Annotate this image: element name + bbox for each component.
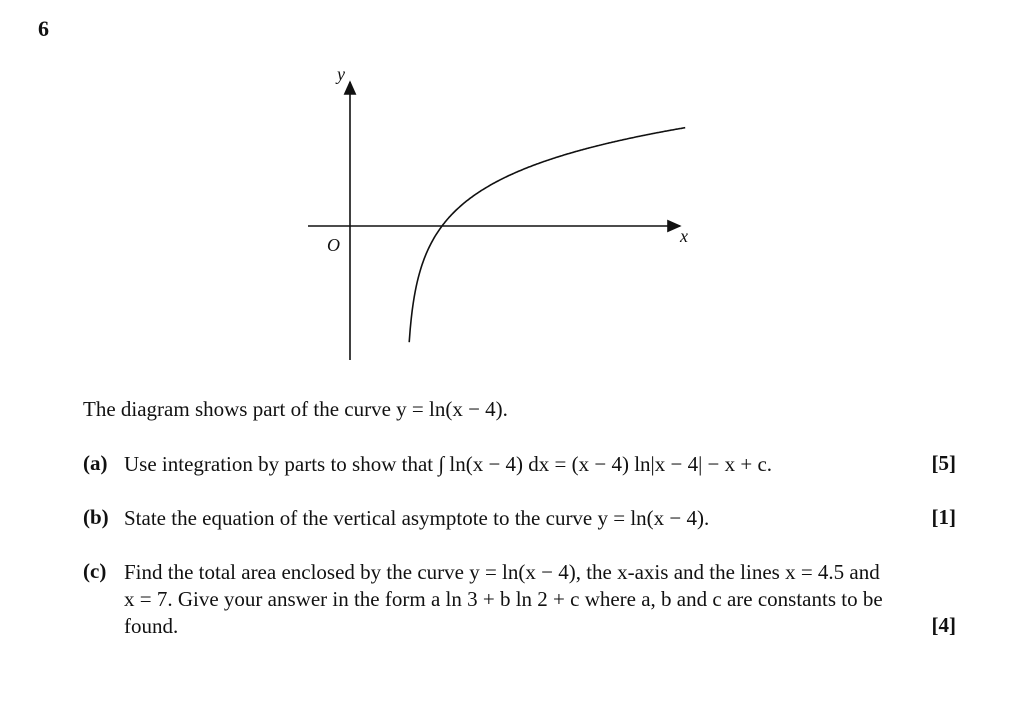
part-b-text: State the equation of the vertical asymptote to the curve y = ln(x − 4). [124, 506, 710, 530]
part-a-text: Use integration by parts to show that ∫ ln(x − 4) dx = (x − 4) ln|x − 4| − x + c. [124, 452, 773, 476]
intro-text: The diagram shows part of the curve y = ln(x − 4). [83, 397, 508, 421]
question-number: 6 [38, 16, 49, 41]
part-c-label: (c) [83, 559, 107, 583]
part-c-marks: [4] [931, 613, 956, 637]
log-curve [409, 128, 685, 343]
part-a-label: (a) [83, 451, 108, 475]
x-axis-label: x [680, 226, 688, 246]
y-axis-label: y [337, 64, 345, 84]
part-c-line-2: x = 7. Give your answer in the form a ln 3 + b ln 2 + c where a, b and c are constants to be [124, 587, 883, 611]
part-c-line-3: found. [124, 614, 179, 638]
part-b-label: (b) [83, 505, 109, 529]
part-b-marks: [1] [931, 505, 956, 529]
part-a-marks: [5] [931, 451, 956, 475]
origin-label: O [327, 235, 340, 255]
part-c-line-1: Find the total area enclosed by the curve y = ln(x − 4), the x-axis and the lines x = 4.5 and [124, 560, 880, 584]
